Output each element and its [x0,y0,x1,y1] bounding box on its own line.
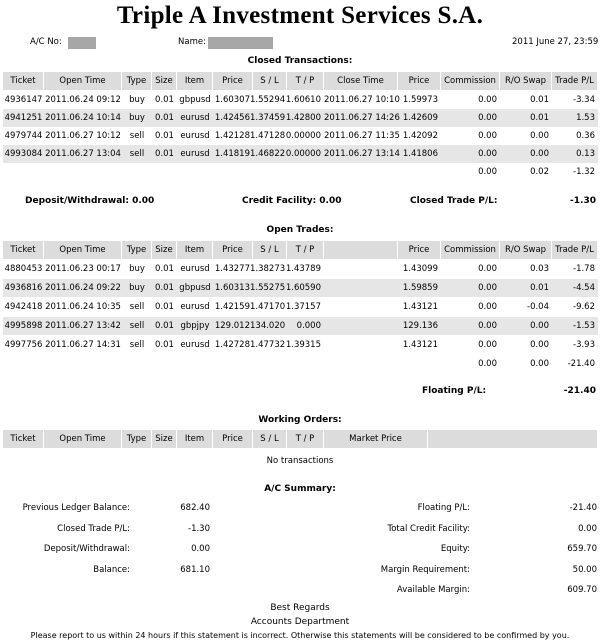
summary-label: Floating P/L: [417,503,470,513]
account-summary-title: A/C Summary: [264,484,336,494]
statement-date: 2011 June 27, 23:59 [512,37,599,47]
table-cell: 2011.06.27 13:04 [45,149,121,159]
table-cell: 1.42159 [214,302,250,312]
table-cell: -1.78 [573,264,595,274]
table-cell: 1.46822 [250,149,286,159]
column-header: Trade P/L [552,241,598,259]
table-cell: gbpusd [179,95,211,105]
closed-table-header [3,72,598,90]
table-cell: -3.34 [573,95,595,105]
column-header: Price [398,72,441,90]
summary-value: 609.70 [567,585,597,595]
table-cell: 1.43789 [285,264,321,274]
column-header: Open Time [44,72,122,90]
table-cell: sell [129,131,145,141]
table-cell: sell [129,321,145,331]
table-cell: 1.43277 [214,264,250,274]
column-header-blank [428,430,598,448]
floating-pl-value: -21.40 [563,386,596,396]
table-cell: 0.01 [155,321,174,331]
table-row [3,91,598,109]
table-cell: -3.93 [573,340,595,350]
column-header: Close Time [324,72,398,90]
table-cell: 0.01 [155,340,174,350]
accounts-department: Accounts Department [250,617,350,627]
table-cell: 0.01 [155,95,174,105]
table-row [3,127,598,145]
column-header: Open Time [44,430,122,448]
summary-label: Deposit/Withdrawal: [43,544,130,554]
table-cell: 4993084 [4,149,43,159]
table-cell: 4942418 [4,302,43,312]
column-header: Commission [441,72,500,90]
table-cell: 0.01 [155,149,174,159]
summary-value: 0.00 [191,544,210,554]
table-cell: 0.00 [478,95,497,105]
table-cell: 1.42092 [402,131,438,141]
summary-value: -1.30 [188,523,210,534]
column-header: Price [213,430,253,448]
summary-value: 659.70 [567,544,597,554]
table-cell: 0.00 [478,113,497,123]
table-cell: 4880453 [4,264,43,274]
column-header: Commission [441,241,500,259]
table-cell: 2011.06.27 10:10 [324,95,400,105]
closed-transactions-title: Closed Transactions: [247,56,353,66]
table-cell: 0.36 [576,131,595,141]
table-cell: 1.41806 [402,149,438,159]
table-row [3,279,598,297]
table-cell: 0.00 [478,302,497,312]
table-cell: 2011.06.24 09:22 [45,283,121,293]
table-cell: 4936816 [4,283,43,293]
table-cell: 0.01 [155,302,174,312]
account-number-label: A/C No: [30,37,62,47]
table-cell: 4936147 [4,95,43,105]
table-cell: 134.020 [250,321,286,331]
summary-label: Margin Requirement: [380,564,470,575]
summary-label: Closed Trade P/L: [57,523,130,534]
table-cell: 1.60590 [285,283,321,293]
table-cell: 0.13 [576,149,595,159]
table-cell: 1.43121 [402,302,438,312]
table-cell: 2011.06.27 14:26 [324,113,400,123]
table-row [3,145,598,163]
account-number-redacted [68,37,96,49]
total-cell: 0.00 [478,167,497,177]
summary-label: Balance: [93,564,130,575]
closed-trade-pl-value: -1.30 [570,196,596,206]
totals-row [3,163,598,181]
open-trades-title: Open Trades: [266,225,334,235]
summary-value: -21.40 [569,503,597,513]
column-header: Ticket [3,241,44,259]
column-header: Item [177,241,213,259]
table-cell: 1.37157 [285,302,321,312]
table-cell: 0.00 [478,321,497,331]
column-header: Type [122,72,152,90]
total-cell: -21.40 [567,359,595,369]
table-cell: 0.00 [478,149,497,159]
summary-label: Equity: [440,544,470,554]
table-cell: 0.00 [530,340,549,350]
table-cell: 1.60307 [214,95,250,105]
totals-row [3,355,598,373]
column-header: Item [177,430,213,448]
table-cell: 0.01 [155,113,174,123]
table-cell: sell [129,340,145,350]
table-cell: 0.01 [530,95,549,105]
name-label: Name: [178,37,206,47]
table-cell: 1.39315 [285,340,321,350]
table-cell: 1.42728 [214,340,250,350]
column-header: Price [213,241,253,259]
table-cell: 4997756 [4,340,43,350]
table-cell: 1.42609 [402,113,438,123]
table-cell: eurusd [180,149,210,159]
table-cell: 4941251 [4,113,43,123]
working-orders-header [3,430,598,448]
table-cell: sell [129,302,145,312]
table-cell: gbpjpy [180,321,210,331]
summary-label: Total Credit Facility: [387,523,470,534]
column-header: S / L [253,72,287,90]
floating-pl-label: Floating P/L: [422,386,487,396]
table-cell: eurusd [180,131,210,141]
name-redacted [208,37,273,49]
column-header: Item [177,72,213,90]
table-cell: eurusd [180,264,210,274]
table-cell: 0.00 [478,283,497,293]
table-cell: eurusd [180,113,210,123]
column-header: T / P [287,72,324,90]
column-header: T / P [287,430,324,448]
table-cell: 2011.06.27 14:31 [45,340,121,350]
column-header: R/O Swap [500,241,552,259]
table-cell: 1.59973 [402,95,438,105]
table-cell: 1.43121 [402,340,438,350]
table-cell: 2011.06.27 11:35 [324,131,400,141]
table-cell: 2011.06.24 10:14 [45,113,121,123]
column-header: Price [398,241,441,259]
table-cell: 0.00 [530,149,549,159]
column-header: T / P [287,241,324,259]
summary-value: 682.40 [180,503,210,513]
column-header: Size [152,241,177,259]
table-cell: 2011.06.27 13:14 [324,149,400,159]
table-cell: -4.54 [573,283,595,293]
deposit-withdrawal-summary: Deposit/Withdrawal: 0.00 [25,196,155,206]
column-header: Size [152,72,177,90]
column-header: Price [213,72,253,90]
table-cell: 0.000 [296,321,321,331]
table-row [3,109,598,127]
table-cell: 0.01 [155,283,174,293]
table-cell: 0.00000 [285,149,321,159]
table-cell: 1.47732 [250,340,286,350]
table-cell: eurusd [180,340,210,350]
table-cell: 129.136 [402,321,438,331]
table-row [3,317,598,335]
column-header: Type [122,241,152,259]
column-header: Trade P/L [552,72,598,90]
table-cell: 2011.06.27 13:42 [45,321,121,331]
table-cell: 1.60313 [214,283,250,293]
confirmation-note: Please report to us within 24 hours if this statement is incorrect. Otherwise this statements will be considered to be confirmed by you. [30,631,570,640]
table-cell: sell [129,149,145,159]
table-cell: 2011.06.27 10:12 [45,131,121,141]
column-header: Open Time [44,241,122,259]
table-cell: 0.03 [530,264,549,274]
table-cell: -9.62 [573,302,595,312]
table-cell: 0.00 [478,131,497,141]
table-cell: 1.43099 [402,264,438,274]
table-cell: 1.60610 [285,95,321,105]
working-orders-empty: No transactions [266,456,334,466]
column-header: Size [152,430,177,448]
table-cell: buy [129,95,145,105]
total-cell: 0.00 [530,359,549,369]
summary-label: Previous Ledger Balance: [22,503,130,513]
table-cell: 1.42800 [285,113,321,123]
table-cell: 1.47170 [250,302,286,312]
table-cell: 1.38273 [250,264,286,274]
credit-facility-summary: Credit Facility: 0.00 [242,196,342,206]
table-cell: eurusd [180,302,210,312]
summary-value: 681.10 [180,564,210,575]
table-row [3,336,598,354]
account-info-row [0,37,600,51]
table-cell: 4979744 [4,131,43,141]
table-cell: 0.01 [155,264,174,274]
best-regards: Best Regards [270,603,330,613]
table-cell: 1.55294 [250,95,286,105]
table-cell: 0.01 [155,131,174,141]
summary-label: Available Margin: [396,585,470,595]
table-cell: 1.53 [576,113,595,123]
column-header: Market Price [324,430,428,448]
closed-trade-pl-label: Closed Trade P/L: [410,196,498,206]
table-cell: 1.41819 [214,149,250,159]
table-cell: 0.00000 [285,131,321,141]
table-cell: 129.012 [214,321,250,331]
open-table-header [3,241,598,259]
table-row [3,260,598,278]
statement-title: Triple A Investment Services S.A. [116,2,484,29]
table-cell: 0.00 [530,321,549,331]
table-cell: 0.00 [478,340,497,350]
table-cell: 0.00 [478,264,497,274]
column-header: Ticket [3,72,44,90]
table-cell: 1.42456 [214,113,250,123]
column-header: Ticket [3,430,44,448]
table-cell: 1.59859 [402,283,438,293]
table-cell: 4995898 [4,321,43,331]
table-cell: 2011.06.23 00:17 [45,264,121,274]
table-cell: 1.55275 [250,283,286,293]
total-cell: 0.02 [530,167,549,177]
column-header-blank [324,241,398,259]
table-cell: 1.37459 [250,113,286,123]
table-cell: -1.53 [573,321,595,331]
table-cell: 2011.06.24 09:12 [45,95,121,105]
summary-value: 0.00 [578,523,597,534]
table-cell: 1.47128 [250,131,286,141]
table-row [3,298,598,316]
table-cell: buy [129,264,145,274]
total-cell: -1.32 [573,167,595,177]
table-cell: 0.00 [530,131,549,141]
column-header: Type [122,430,152,448]
table-cell: 0.01 [530,113,549,123]
table-cell: buy [129,113,145,123]
summary-value: 50.00 [572,564,597,575]
column-header: S / L [253,430,287,448]
column-header: S / L [253,241,287,259]
total-cell: 0.00 [478,359,497,369]
table-cell: 2011.06.24 10:35 [45,302,121,312]
table-cell: -0.04 [527,302,549,312]
table-cell: gbpusd [179,283,211,293]
table-cell: buy [129,283,145,293]
column-header: R/O Swap [500,72,552,90]
working-orders-title: Working Orders: [258,415,342,425]
table-cell: 0.01 [530,283,549,293]
table-cell: 1.42128 [214,131,250,141]
